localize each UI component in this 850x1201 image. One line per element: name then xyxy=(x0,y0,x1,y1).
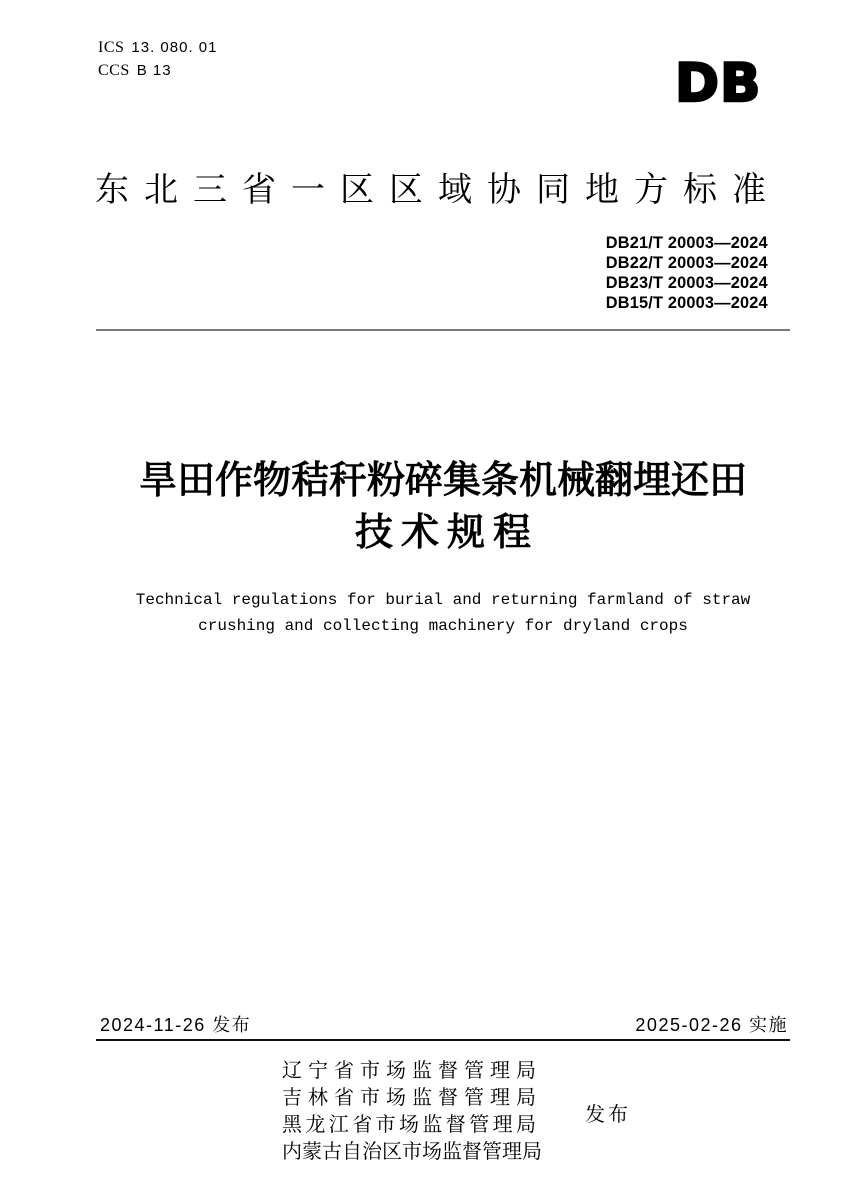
db-standard-logo: DB xyxy=(675,53,762,114)
issuing-authority-list xyxy=(282,1058,540,1166)
header-divider-line xyxy=(96,329,790,331)
ics-label: ICS xyxy=(98,39,125,56)
issuing-authority: 内蒙古自治区市场监督管理局 xyxy=(282,1141,542,1163)
issuing-authorities-row xyxy=(282,1058,631,1166)
issuing-authority: 辽宁省市场监督管理局 xyxy=(282,1060,542,1082)
standard-code: DB22/T 20003—2024 xyxy=(605,253,768,272)
document-title-line1: 旱田作物秸秆粉碎集条机械翻埋还田 xyxy=(138,460,747,502)
issuing-authority: 吉林省市场监督管理局 xyxy=(282,1087,542,1109)
document-title-line2: 技术规程 xyxy=(354,512,539,554)
standard-code: DB23/T 20003—2024 xyxy=(605,273,768,292)
classification-codes xyxy=(98,36,217,82)
regional-standard-title: 东北三省一区区域协同地方标准 xyxy=(95,171,781,209)
document-title xyxy=(75,455,811,559)
document-title-english xyxy=(75,587,811,639)
issuing-authority: 黑龙江省市场监督管理局 xyxy=(282,1114,540,1136)
publish-label: 发布 xyxy=(585,1103,631,1126)
standard-code: DB21/T 20003—2024 xyxy=(605,233,768,252)
ccs-code-row xyxy=(98,59,217,82)
ics-code-row xyxy=(98,36,217,59)
ics-value: 13. 080. 01 xyxy=(131,39,218,56)
english-title-line1: Technical regulations for burial and returning farmland of straw xyxy=(135,591,751,609)
footer-divider-line xyxy=(96,1039,790,1041)
issue-date: 2024-11-26 发布 xyxy=(100,1015,252,1035)
standard-code: DB15/T 20003—2024 xyxy=(605,293,768,312)
ccs-value: B 13 xyxy=(136,62,172,79)
ccs-label: CCS xyxy=(98,62,130,79)
standard-code-list xyxy=(606,233,768,313)
implementation-date: 2025-02-26 实施 xyxy=(635,1015,788,1035)
english-title-line2: crushing and collecting machinery for dryland crops xyxy=(198,617,688,635)
